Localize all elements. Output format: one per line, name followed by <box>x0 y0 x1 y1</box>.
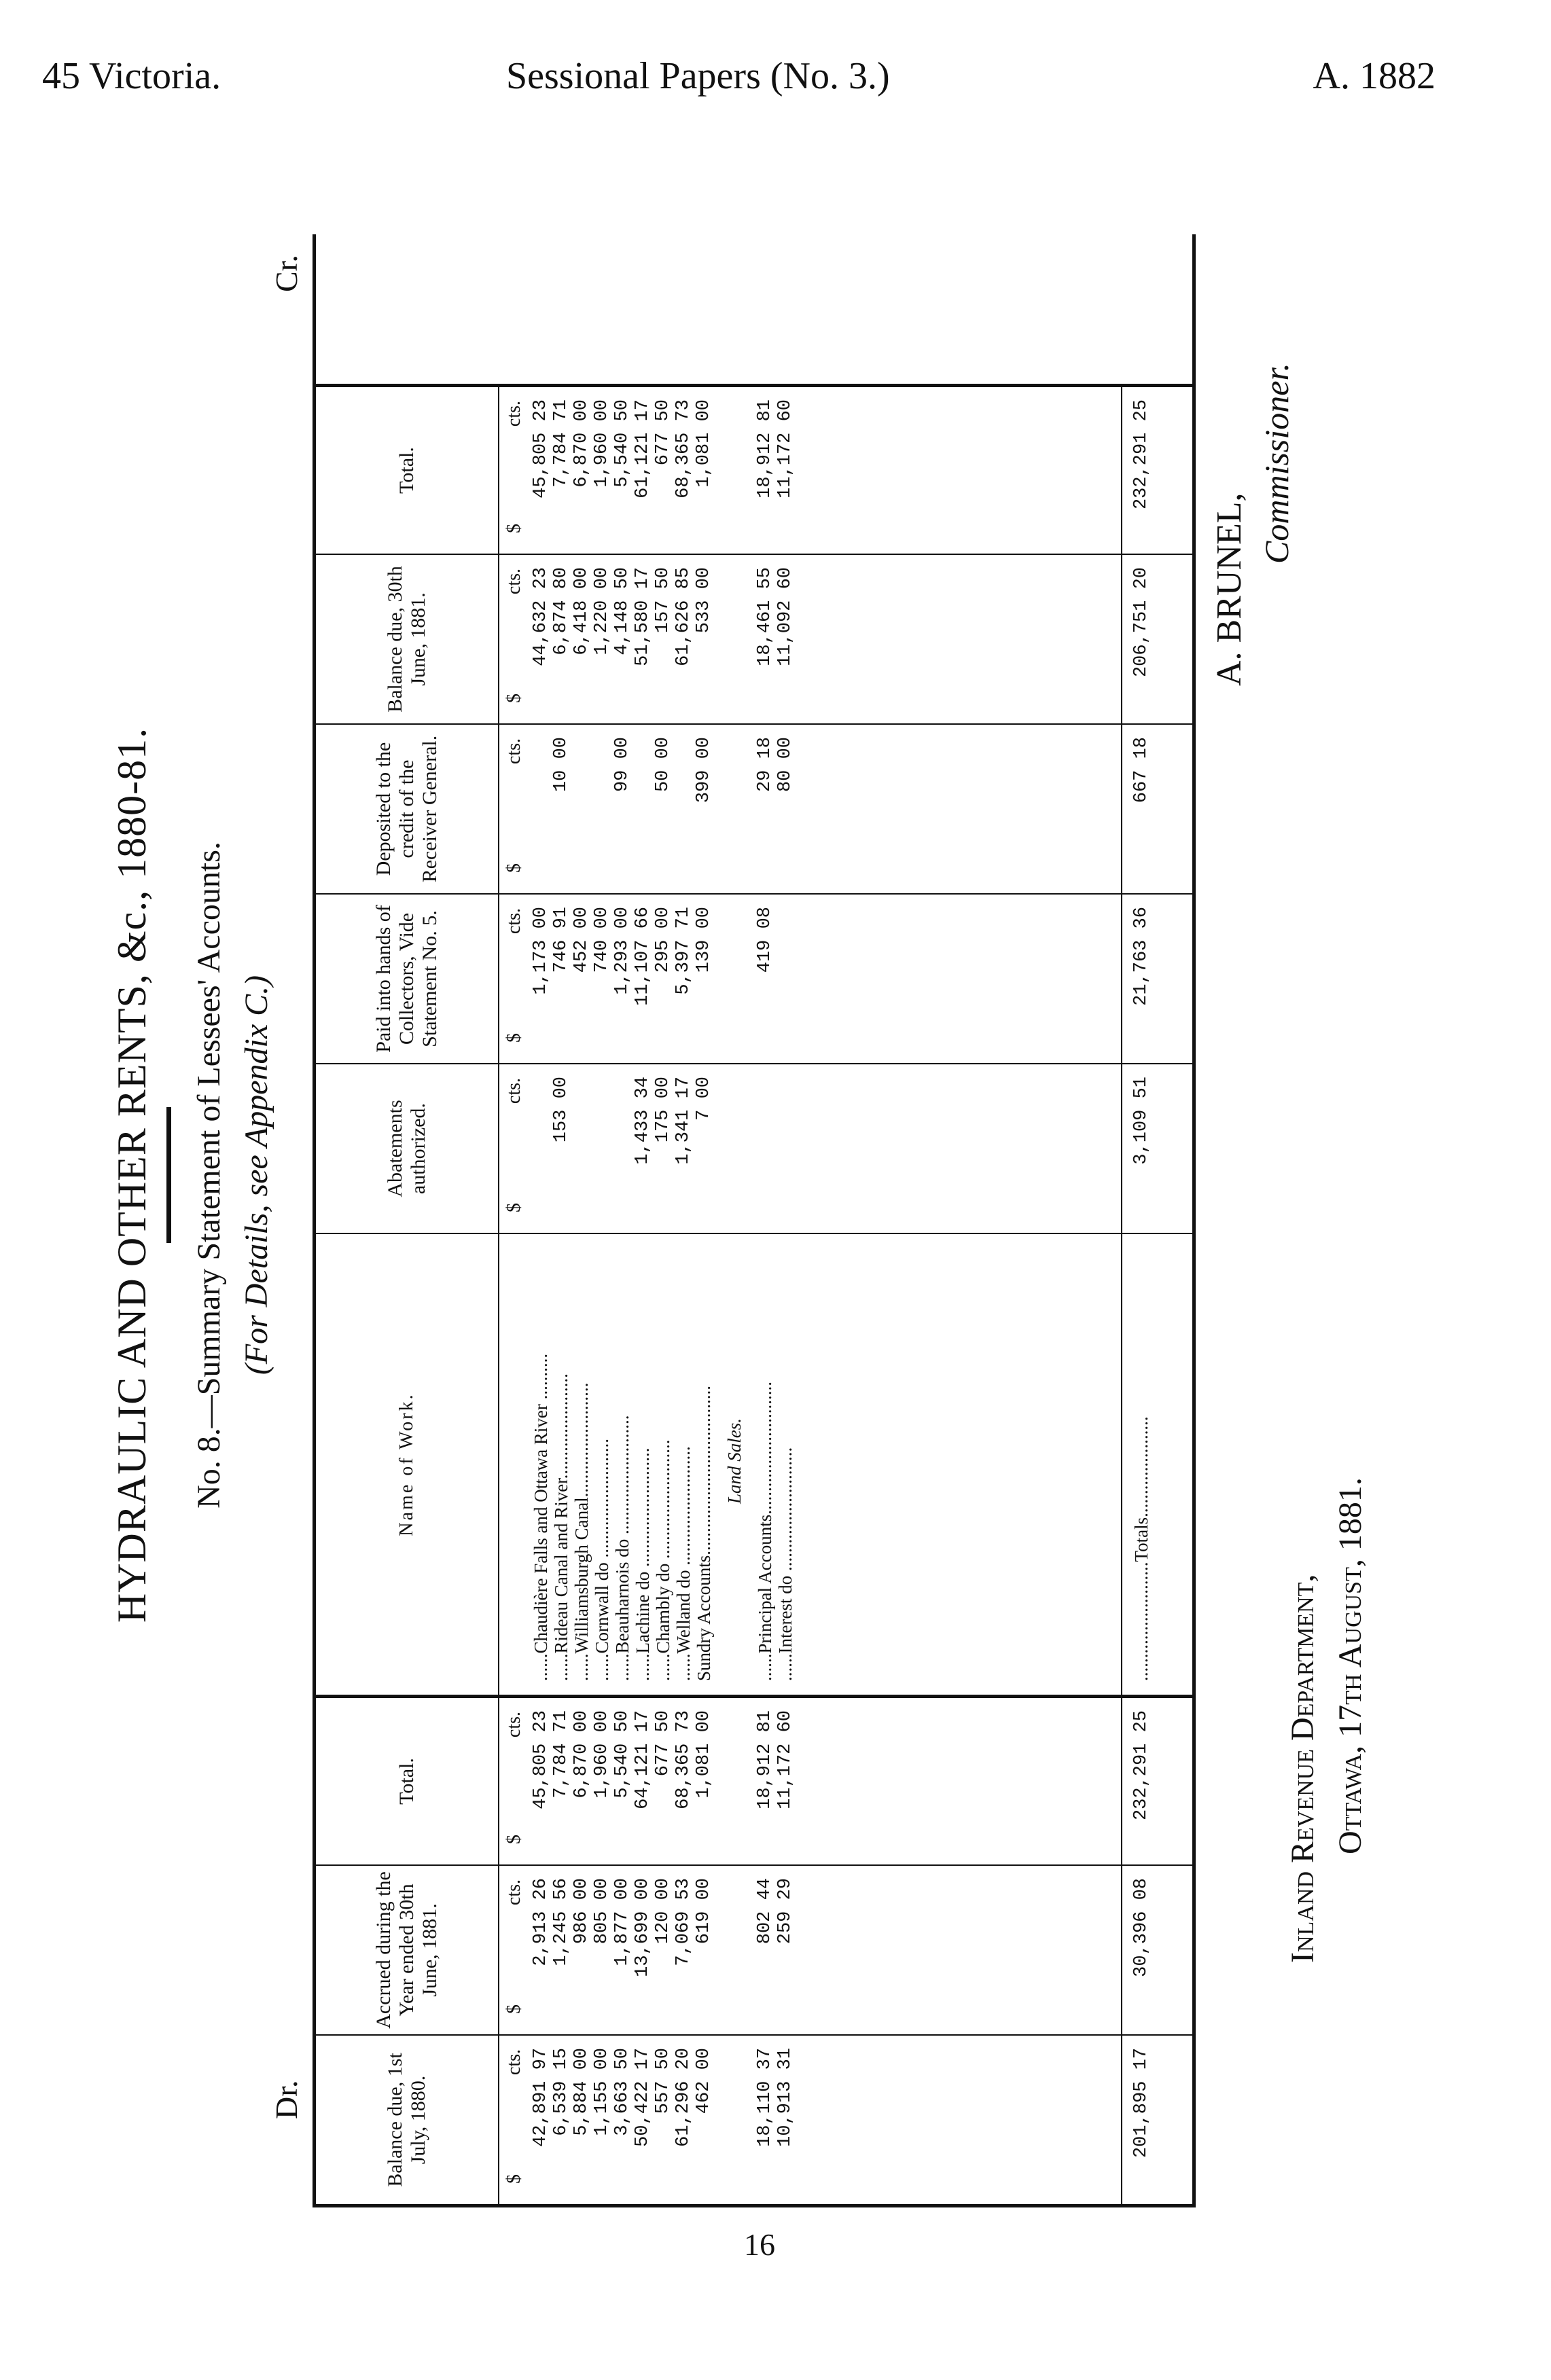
col-deposited <box>316 723 1192 893</box>
signature-name: A. BRUNEL, <box>1210 492 1249 686</box>
work-name: ......Lachine do .......................... <box>632 1447 653 1681</box>
column-total: 206,751 20 <box>1131 567 1152 678</box>
header-session: 45 Victoria. <box>42 55 221 97</box>
page-number: 16 <box>744 2227 775 2262</box>
dollar-sign: $ <box>503 693 524 703</box>
table-cell <box>592 725 612 893</box>
table-cell: 80 00 <box>775 737 796 793</box>
running-header <box>0 54 1551 102</box>
table-cell: 64,121 17 <box>632 1710 653 1809</box>
table-cell: 5,397 71 <box>673 907 694 995</box>
table-cell: 42,891 97 <box>531 2048 551 2147</box>
table-cell <box>755 1064 775 1233</box>
table-cell <box>714 895 755 1063</box>
table-cell: 419 08 <box>755 907 775 973</box>
table-cell <box>714 1866 755 2034</box>
table-cell: 7,784 71 <box>551 399 571 488</box>
table-cell: 11,107 66 <box>632 907 653 1006</box>
credit-label: Cr. <box>269 255 304 292</box>
dollar-sign: $ <box>503 524 524 533</box>
work-name: ......Chaudière Falls and Ottawa River .......... <box>531 1353 551 1681</box>
table-cell <box>571 1064 592 1233</box>
table-cell: 1,433 34 <box>632 1077 653 1165</box>
table-cell: 50 00 <box>653 737 673 793</box>
col-balance-1881 <box>316 554 1192 723</box>
table-cell: 1,081 00 <box>694 399 714 488</box>
table-cell: 18,912 81 <box>755 1710 775 1809</box>
table-cell: 1,341 17 <box>673 1077 694 1165</box>
column-total: 3,109 51 <box>1131 1077 1152 1165</box>
table-cell: 259 29 <box>775 1878 796 1945</box>
col-accrued <box>316 1864 1192 2034</box>
table-cell: 805 00 <box>592 1878 612 1945</box>
column-total: 232,291 25 <box>1131 399 1152 510</box>
table-cell: 6,539 15 <box>551 2048 571 2136</box>
col-header: Accrued during the Year ended 30th June, 1881. <box>316 1866 499 2034</box>
table-cell: 7,784 71 <box>551 1710 571 1799</box>
debit-label: Dr. <box>269 2080 304 2119</box>
table-cell: 6,418 00 <box>571 567 592 655</box>
table-cell: 11,172 60 <box>775 1710 796 1809</box>
rotated-page-body <box>88 143 1447 2207</box>
date-line: Ottawa, 17th August, 1881. <box>1332 1477 1368 1854</box>
column-total: 30,396 08 <box>1131 1878 1152 1977</box>
dollar-sign: $ <box>503 2174 524 2184</box>
col-header: Paid into hands of Collectors, Vide Statement No. 5. <box>316 895 499 1063</box>
signature-title: Commissioner. <box>1258 363 1296 564</box>
table-cell <box>673 725 694 893</box>
table-cell: 61,296 20 <box>673 2048 694 2147</box>
table-cell: 7 00 <box>694 1077 714 1121</box>
summary-table <box>313 234 1196 2207</box>
table-cell <box>531 1064 551 1233</box>
header-papers: Sessional Papers (No. 3.) <box>506 55 890 97</box>
table-cell: 120 00 <box>653 1878 673 1945</box>
col-header: Deposited to the credit of the Receiver General. <box>316 725 499 893</box>
department-line: Inland Revenue Department, <box>1285 1574 1321 1963</box>
column-total: 232,291 25 <box>1131 1710 1152 1821</box>
table-cell: 1,960 00 <box>592 1710 612 1799</box>
table-cell: 677 50 <box>653 399 673 466</box>
table-cell: 51,580 17 <box>632 567 653 666</box>
table-cell: 45,805 23 <box>531 1710 551 1809</box>
table-cell <box>612 1064 632 1233</box>
table-cell: 11,092 60 <box>775 567 796 666</box>
col-paid-collectors <box>316 893 1192 1063</box>
dollar-sign: $ <box>503 1835 524 1844</box>
cents-label: cts. <box>503 1078 524 1104</box>
table-cell <box>775 1064 796 1233</box>
table-cell: 533 00 <box>694 567 714 634</box>
work-name: ......Rideau Canal and River....................... <box>551 1373 571 1681</box>
statement-subtitle: No. 8.—Summary Statement of Lessees' Accounts. <box>191 842 227 1509</box>
table-cell: 11,172 60 <box>775 399 796 499</box>
table-cell <box>571 725 592 893</box>
table-cell: 6,870 00 <box>571 399 592 488</box>
table-cell <box>632 725 653 893</box>
table-cell: 452 00 <box>571 907 592 973</box>
table-cell <box>714 387 755 554</box>
table-cell <box>531 725 551 893</box>
table-cell <box>714 1064 755 1233</box>
col-abatements <box>316 1063 1192 1233</box>
table-cell: 153 00 <box>551 1077 571 1143</box>
cents-label: cts. <box>503 1712 524 1738</box>
title-rule <box>166 1107 171 1243</box>
statement-note: (For Details, see Appendix C.) <box>238 975 274 1375</box>
table-cell: 10 00 <box>551 737 571 793</box>
table-cell: 1,245 56 <box>551 1878 571 1966</box>
statement-title: HYDRAULIC AND OTHER RENTS, &c., 1880-81. <box>109 727 154 1623</box>
table-cell: 6,870 00 <box>571 1710 592 1799</box>
table-cell: 3,663 50 <box>612 2048 632 2136</box>
table-cell: 740 00 <box>592 907 612 973</box>
table-cell: 6,874 80 <box>551 567 571 655</box>
table-cell: 462 00 <box>694 2048 714 2114</box>
table-cell: 4,148 50 <box>612 567 632 655</box>
col-header: Abatements authorized. <box>316 1064 499 1233</box>
dollar-sign: $ <box>503 863 524 873</box>
dollar-sign: $ <box>503 1033 524 1043</box>
table-cell: 50,422 17 <box>632 2048 653 2147</box>
table-cell: 1,293 00 <box>612 907 632 995</box>
table-cell: 5,540 50 <box>612 399 632 488</box>
table-cell: 399 00 <box>694 737 714 804</box>
table-cell: 7,069 53 <box>673 1878 694 1966</box>
table-cell: 45,805 23 <box>531 399 551 499</box>
cents-label: cts. <box>503 401 524 427</box>
table-cell: 10,913 31 <box>775 2048 796 2147</box>
table-cell <box>592 1064 612 1233</box>
col-header: Name of Work. <box>316 1234 499 1695</box>
section-heading: Land Sales. <box>724 1418 745 1504</box>
cents-label: cts. <box>503 2049 524 2076</box>
table-cell: 139 00 <box>694 907 714 973</box>
table-cell: 1,877 00 <box>612 1878 632 1966</box>
work-name: ......Welland do .......................... <box>673 1446 694 1681</box>
table-cell: 1,173 00 <box>531 907 551 995</box>
col-header: Total. <box>316 387 499 554</box>
table-cell: 44,632 23 <box>531 567 551 666</box>
table-cell: 2,913 26 <box>531 1878 551 1966</box>
work-name: ......Principal Accounts............................. <box>755 1382 775 1681</box>
cents-label: cts. <box>503 569 524 595</box>
table-cell: 802 44 <box>755 1878 775 1945</box>
work-name: ......Cornwall do .......................... <box>592 1439 612 1681</box>
table-cell: 68,365 73 <box>673 399 694 499</box>
col-total-dr <box>316 1695 1192 1864</box>
table-cell: 557 50 <box>653 2048 673 2114</box>
cents-label: cts. <box>503 908 524 935</box>
work-name: ......Williamsburgh Canal......................... <box>571 1382 592 1681</box>
dollar-sign: $ <box>503 2004 524 2014</box>
work-name: ......Beauharnois do .......................... <box>612 1415 632 1681</box>
table-cell: 175 00 <box>653 1077 673 1143</box>
work-name: ......Chambly do .......................... <box>653 1439 673 1681</box>
dollar-sign: $ <box>503 1203 524 1212</box>
table-cell: 61,121 17 <box>632 399 653 499</box>
work-name: ......Interest do ........................... <box>775 1447 796 1681</box>
cents-label: cts. <box>503 1879 524 1906</box>
table-cell <box>775 895 796 1063</box>
table-cell <box>714 725 755 893</box>
table-cell: 986 00 <box>571 1878 592 1945</box>
table-cell: 5,540 50 <box>612 1710 632 1799</box>
col-header: Total. <box>316 1698 499 1864</box>
header-year: A. 1882 <box>1313 55 1436 97</box>
table-cell: 1,081 00 <box>694 1710 714 1799</box>
totals-label: ..........................Totals...................... <box>1131 1416 1152 1681</box>
column-total: 667 18 <box>1131 737 1152 804</box>
table-cell <box>714 2036 755 2204</box>
table-cell: 29 18 <box>755 737 775 793</box>
cents-label: cts. <box>503 738 524 765</box>
table-cell <box>714 555 755 723</box>
col-header: Balance due, 30th June, 1881. <box>316 555 499 723</box>
col-header: Balance due, 1st July, 1880. <box>316 2036 499 2204</box>
table-cell: 61,626 85 <box>673 567 694 666</box>
table-cell: 1,220 00 <box>592 567 612 655</box>
work-name: Sundry Accounts..................................... <box>694 1386 714 1681</box>
table-cell: 5,884 00 <box>571 2048 592 2136</box>
col-name-of-work <box>316 1233 1192 1695</box>
table-cell: 18,912 81 <box>755 399 775 499</box>
table-cell: 18,110 37 <box>755 2048 775 2147</box>
col-balance-1880 <box>316 2034 1192 2204</box>
table-cell: 295 00 <box>653 907 673 973</box>
landscape-content <box>88 143 1447 2207</box>
table-cell: 157 50 <box>653 567 673 634</box>
table-cell: 619 00 <box>694 1878 714 1945</box>
column-total: 201,895 17 <box>1131 2048 1152 2159</box>
table-cell <box>714 1698 755 1864</box>
table-cell: 68,365 73 <box>673 1710 694 1809</box>
table-cell: 18,461 55 <box>755 567 775 666</box>
table-cell: 677 50 <box>653 1710 673 1777</box>
column-total: 21,763 36 <box>1131 907 1152 1006</box>
table-cell: 746 91 <box>551 907 571 973</box>
table-cell: 1,960 00 <box>592 399 612 488</box>
table-cell: 1,155 00 <box>592 2048 612 2136</box>
col-total-cr <box>316 384 1192 554</box>
table-cell: 99 00 <box>612 737 632 793</box>
table-cell: 13,699 00 <box>632 1878 653 1977</box>
